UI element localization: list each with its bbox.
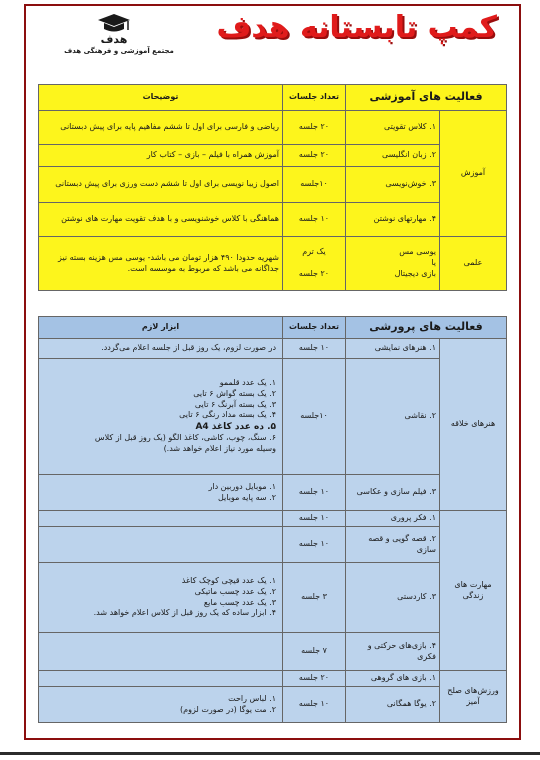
sessions-cell: ۱۰ جلسه [283, 527, 346, 563]
table-row [39, 237, 507, 291]
organization-name: مجتمع آموزشی و فرهنگی هدف [64, 47, 174, 55]
notes-cell: هماهنگی با کلاس خوشنویسی و با هدف تقویت مهارت های نوشتن [39, 203, 283, 237]
tools-cell [39, 633, 283, 671]
tools-cell [39, 511, 283, 527]
table-row [39, 167, 507, 203]
sessions-cell: ۷ جلسه [283, 633, 346, 671]
notes-cell: ریاضی و فارسی برای اول تا ششم مفاهیم پایه برای پیش دبستانی [39, 111, 283, 145]
notes-cell: اصول زیبا نویسی برای اول تا ششم دست ورزی برای پیش دبستانی [39, 167, 283, 203]
activity-cell: ۲. زبان انگلیسی [346, 145, 440, 167]
activity-cell: ۱. هنرهای نمایشی [346, 339, 440, 359]
sessions-cell: ۳ جلسه [283, 563, 346, 633]
group-label: ورزش‌های صلح آمیز [440, 671, 507, 723]
tools-cell [39, 359, 283, 475]
col-header-sessions: تعداد جلسات [283, 85, 346, 111]
sessions-cell: ۱۰جلسه [283, 167, 346, 203]
page-frame [24, 4, 521, 740]
sessions-cell: ۱۰ جلسه [283, 203, 346, 237]
educational-activities-table [38, 84, 507, 291]
sessions-line: ۲۰ جلسه [298, 269, 330, 278]
tool-item: ۲. یک عدد چسب ماتیکی [194, 586, 276, 596]
col-header-tools: ابزار لازم [39, 317, 283, 339]
table-row [39, 671, 507, 687]
activity-cell: ۱. کلاس تقویتی [346, 111, 440, 145]
table-row [39, 475, 507, 511]
group-label: مهارت های زندگی [440, 511, 507, 671]
group-label: آموزش [440, 111, 507, 237]
notes-cell: آموزش همراه با فیلم – بازی – کتاب کار [39, 145, 283, 167]
tool-item: ۴. ابزار ساده که یک روز قبل از کلاس اعلام خواهد شد. [93, 608, 276, 618]
tool-item: ۱. یک عدد قلممو [219, 378, 276, 388]
sessions-spacer [286, 258, 342, 269]
table-row [39, 203, 507, 237]
table-row [39, 633, 507, 671]
sessions-cell: ۱۰ جلسه [283, 687, 346, 723]
tool-item: ۲. یک بسته گواش ۶ تایی [193, 388, 276, 398]
tools-cell [39, 339, 283, 359]
sessions-cell: ۱۰ جلسه [283, 475, 346, 511]
activity-cell: ۳. کاردستی [346, 563, 440, 633]
activity-cell: ۲. نقاشی [346, 359, 440, 475]
tools-cell [39, 563, 283, 633]
group-label: علمی [440, 237, 507, 291]
activity-line: یوسی مس [399, 247, 436, 257]
bottom-rule [0, 752, 540, 755]
developmental-activities-table [38, 316, 507, 723]
header [26, 6, 519, 66]
sessions-cell [283, 237, 346, 291]
table-row [39, 145, 507, 167]
sessions-cell: ۱۰ جلسه [283, 339, 346, 359]
tools-cell [39, 687, 283, 723]
table-row [39, 687, 507, 723]
organization-logo [94, 12, 134, 46]
activity-cell: ۱. فکر پروری [346, 511, 440, 527]
activity-cell: ۴. بازی‌های حرکتی و فکری [346, 633, 440, 671]
tool-item: ۱. یک عدد قیچی کوچک کاغذ [181, 575, 276, 585]
sessions-cell: ۱۰جلسه [283, 359, 346, 475]
activity-cell: ۳. فیلم سازی و عکاسی [346, 475, 440, 511]
sessions-cell: ۱۰ جلسه [283, 511, 346, 527]
sessions-cell: ۲۰ جلسه [283, 671, 346, 687]
tool-item: ۵. ده عدد کاغذ A4 [195, 422, 276, 433]
table-row [39, 563, 507, 633]
table-row [39, 359, 507, 475]
tool-item: ۶. سنگ، چوب، کاشی، کاغذ الگو (یک روز قبل از کلاس [94, 433, 276, 443]
table-row [39, 511, 507, 527]
activity-cell: ۲. یوگا همگانی [346, 687, 440, 723]
col-header-notes: توضیحات [39, 85, 283, 111]
sessions-cell: ۲۰ جلسه [283, 145, 346, 167]
activity-cell [346, 237, 440, 291]
tools-cell [39, 527, 283, 563]
tool-item: ۱. لباس راحت [228, 693, 276, 703]
tool-item: ۲. مت یوگا (در صورت لزوم) [180, 704, 276, 714]
tool-item: ۳. یک بسته آبرنگ ۶ تایی [194, 399, 276, 409]
tool-item: در صورت لزوم، یک روز قبل از جلسه اعلام می‌گردد. [101, 343, 276, 353]
table-header-row [39, 317, 507, 339]
notes-cell: شهریه حدودا ۴۹۰ هزار تومان می باشد- یوسی مس هزینه بسته نیز جداگانه می باشد که مربوط به موسسه است. [39, 237, 283, 291]
sessions-line: یک ترم [302, 247, 326, 257]
activity-cell: ۲. قصه گویی و قصه سازی [346, 527, 440, 563]
tool-item: ۲. سه پایه موبایل [217, 492, 276, 502]
tools-cell [39, 671, 283, 687]
table-row [39, 527, 507, 563]
sessions-cell: ۲۰ جلسه [283, 111, 346, 145]
activity-line: یا [431, 258, 436, 268]
activity-cell: ۴. مهارتهای نوشتن [346, 203, 440, 237]
activity-cell: ۳. خوش‌نویسی [346, 167, 440, 203]
logo-text: هدف [100, 33, 128, 46]
tool-item: ۱. موبایل دوربین دار [208, 481, 276, 491]
page-title: کمپ تابستانه هدف [216, 10, 497, 45]
activity-line: بازی دیجیتال [394, 268, 436, 278]
tool-item: ۴. یک بسته مداد رنگی ۶ تایی [179, 410, 276, 420]
col-header-activity: فعالیت های آموزشی [346, 85, 507, 111]
tool-item: ۳. یک عدد چسب مایع [203, 597, 276, 607]
activity-cell: ۱. بازی های گروهی [346, 671, 440, 687]
col-header-activity: فعالیت های پرورشی [346, 317, 507, 339]
tool-item: وسیله مورد نیاز اعلام خواهد شد.) [163, 444, 276, 454]
tools-cell [39, 475, 283, 511]
table-row [39, 339, 507, 359]
col-header-sessions: تعداد جلسات [283, 317, 346, 339]
table-row [39, 111, 507, 145]
group-label: هنرهای خلاقه [440, 339, 507, 511]
table-header-row [39, 85, 507, 111]
